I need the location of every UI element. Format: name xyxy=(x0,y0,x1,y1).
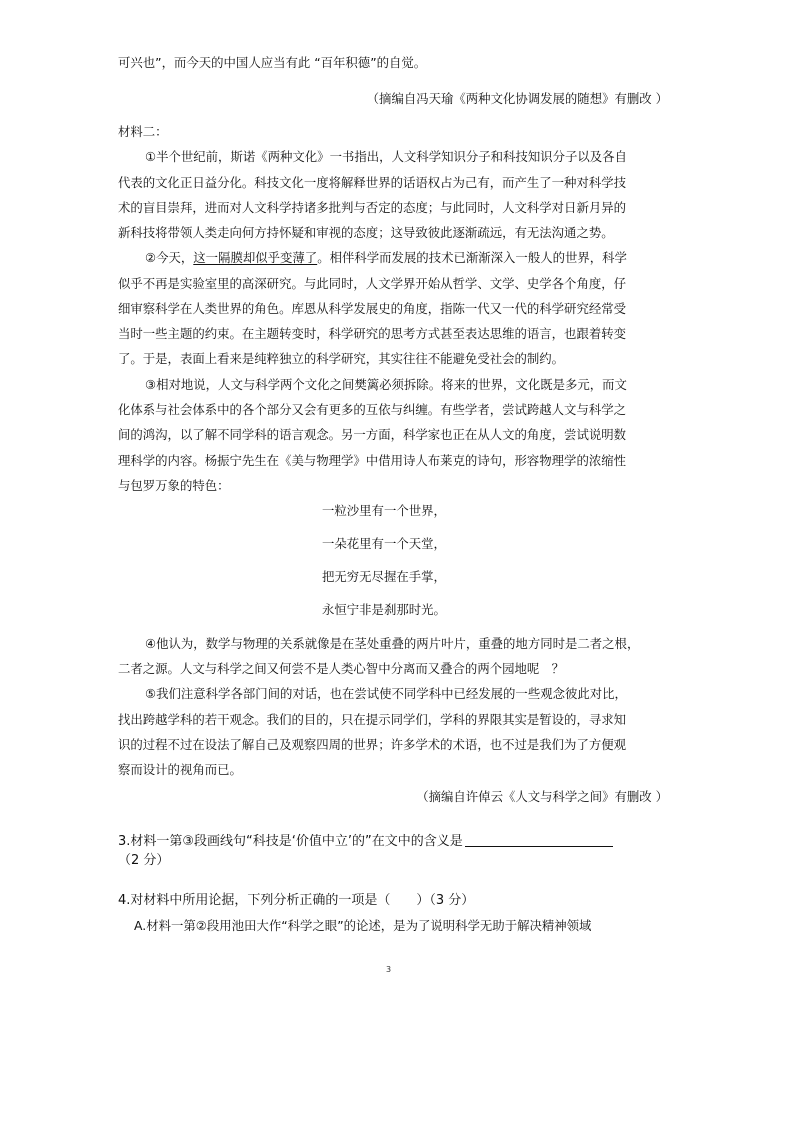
page-number: 3 xyxy=(386,965,392,974)
question-4: 4.对材料中所用论据，下列分析正确的一项是（ ）（3 分） xyxy=(118,893,475,908)
paragraph-2-lead: ②今天， xyxy=(145,250,194,265)
underlined-sentence: 这一隔膜却似乎变薄了 xyxy=(193,250,318,265)
paragraph-3-line: 间的鸿沟，以了解不同学科的语言观念。另一方面，科学家也正在从人文的角度，尝试说明数 xyxy=(118,427,627,442)
paragraph-2-line: 似乎不再是实验室里的高深研究。与此同时，人文学界开始从哲学、文学、史学各个角度，仔 xyxy=(118,276,627,291)
question-4-option-a: A.材料一第②段用池田大作“科学之眼”的论述，是为了说明科学无助于解决精神领域 xyxy=(134,918,592,933)
question-3-score: （2 分） xyxy=(118,853,170,868)
paragraph-2-line: 细审察科学在人类世界的角色。库恩从科学发展史的角度，指陈一代又一代的科学研究经常受 xyxy=(118,301,627,316)
paragraph-4-line: ④他认为，数学与物理的关系就像是在茎处重叠的两片叶片，重叠的地方同时是二者之根， xyxy=(145,636,640,651)
poem-line: 一粒沙里有一个世界， xyxy=(322,503,446,518)
paragraph-4-line: 二者之源。人文与科学之间又何尝不是人类心智中分离而又叠合的两个园地呢 ？ xyxy=(118,661,565,676)
paragraph-1-line: 新科技将带领人类走向何方持怀疑和审视的态度；这导致彼此逐渐疏远，有无法沟通之势。 xyxy=(118,225,614,240)
paragraph-2-first-line xyxy=(145,250,678,266)
paragraph-3-line: 化体系与社会体系中的各个部分又会有更多的互依与纠缠。有些学者，尝试跨越人文与科学之 xyxy=(118,402,627,417)
paragraph-3-line: 理科学的内容。杨振宁先生在《美与物理学》中借用诗人布莱克的诗句，形容物理学的浓缩性 xyxy=(118,453,627,468)
paragraph-1-line: ①半个世纪前，斯诺《两种文化》一书指出，人文科学知识分子和科技知识分子以及各自 xyxy=(145,149,627,164)
material-one-closing-line: 可兴也”，而今天的中国人应当有此 “百年积德”的自觉。 xyxy=(118,55,427,70)
material-one-source: （摘编自冯天瑜《两种文化协调发展的随想》有删改 ） xyxy=(366,91,668,106)
paragraph-2-line: 当时一些主题的约束。在主题转变时，科学研究的思考方式甚至表达思维的语言，也跟着转变 xyxy=(118,326,627,341)
paragraph-5-line: 察而设计的视角而已。 xyxy=(118,762,242,777)
poem-line: 把无穷无尽握在手掌， xyxy=(322,569,446,584)
answer-blank[interactable] xyxy=(465,833,613,847)
poem-line: 一朵花里有一个天堂， xyxy=(322,536,446,551)
poem-line: 永恒宁非是刹那时光。 xyxy=(322,602,446,617)
paragraph-5-line: 识的过程不过在设法了解自己及观察四周的世界；许多学术的术语，也不过是我们为了方便观 xyxy=(118,737,627,752)
material-two-source: （摘编自许倬云《人文与科学之间》有删改 ） xyxy=(416,789,668,804)
material-two-heading: 材料二： xyxy=(118,124,168,139)
paragraph-2-line: 了。于是，表面上看来是纯粹独立的科学研究，其实往往不能避免受社会的制约。 xyxy=(118,351,565,366)
paragraph-2-lead-rest: 。相伴科学而发展的技术已渐渐深入一般人的世界，科学 xyxy=(317,250,627,265)
paragraph-5-line: 找出跨越学科的若干观念。我们的目的，只在提示同学们，学科的界限其实是暂设的，寻求知 xyxy=(118,712,627,727)
question-3 xyxy=(118,833,678,850)
paragraph-3-line: 与包罗万象的特色： xyxy=(118,478,230,493)
paragraph-3-line: ③相对地说，人文与科学两个文化之间樊篱必须拆除。将来的世界，文化既是多元，而文 xyxy=(145,377,627,392)
question-3-text: 3.材料一第③段画线句“科技是‘价值中立’的”在文中的含义是 xyxy=(118,834,463,849)
paragraph-5-line: ⑤我们注意科学各部门间的对话，也在尝试使不同学科中已经发展的一些观念彼此对比， xyxy=(145,686,627,701)
paragraph-1-line: 术的盲目崇拜，进而对人文科学持诸多批判与否定的态度；与此同时，人文科学对日新月异的 xyxy=(118,200,627,215)
paragraph-1-line: 代表的文化正日益分化。科技文化一度将解释世界的话语权占为己有，而产生了一种对科学技 xyxy=(118,175,627,190)
